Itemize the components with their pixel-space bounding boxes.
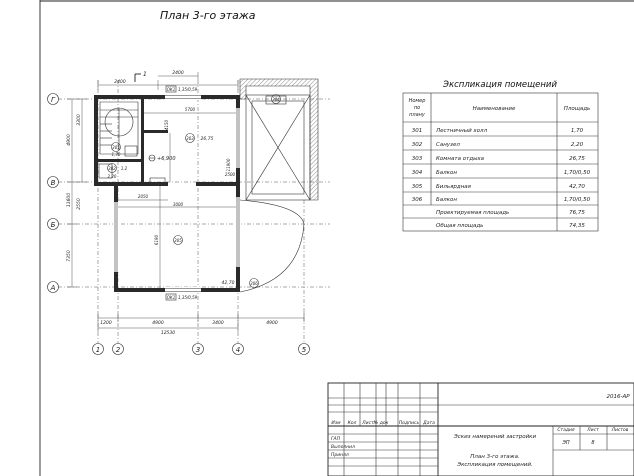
room-marks <box>108 95 281 288</box>
stamp-stage: ЭП <box>562 440 570 446</box>
svg-text:Бильярдная: Бильярдная <box>436 184 471 190</box>
svg-text:26,75: 26,75 <box>569 156 585 162</box>
axis-label-v: В <box>50 179 56 187</box>
openings <box>113 94 241 293</box>
svg-text:74,35: 74,35 <box>569 223 585 229</box>
svg-text:301: 301 <box>411 128 423 134</box>
svg-text:Комната отдыха: Комната отдыха <box>436 156 485 162</box>
dim-bottom-1: 1200 <box>100 321 112 326</box>
dim-top-2: 2400 <box>172 71 184 76</box>
level-mark-value: +6,900 <box>157 156 176 162</box>
dim-inner-4: 3000 <box>172 202 184 207</box>
col-area-header: Площадь <box>563 106 591 112</box>
axis-label-4: 4 <box>235 346 241 354</box>
svg-text:Санузел: Санузел <box>436 142 460 148</box>
stamp-sheet-label: Лист <box>587 428 599 433</box>
col-num-header-1: Номер <box>408 98 426 104</box>
dim-inner-3: 2050 <box>137 194 149 199</box>
dim-top-1: 2400 <box>114 80 126 85</box>
svg-text:Лестничный холл: Лестничный холл <box>436 128 488 134</box>
svg-text:42,70: 42,70 <box>569 184 585 190</box>
explication-table <box>403 93 598 231</box>
dim-left-4: 2550 <box>77 198 82 210</box>
svg-text:304: 304 <box>411 170 423 176</box>
dim-bottom-3: 3400 <box>212 321 224 326</box>
dimensions-inner <box>118 107 236 288</box>
svg-text:76,75: 76,75 <box>569 210 585 216</box>
dim-left-2: 3300 <box>77 114 82 126</box>
svg-text:2,20: 2,20 <box>570 142 584 148</box>
window-tag-top: ОК1 <box>166 87 176 92</box>
level-mark <box>149 155 176 162</box>
svg-text:1,70/0,50: 1,70/0,50 <box>563 197 591 203</box>
svg-text:1,70: 1,70 <box>570 128 584 134</box>
svg-text:Общая площадь: Общая площадь <box>436 223 484 229</box>
explication-title: Экспликация помещений <box>443 80 557 90</box>
room-302-number: 302 <box>108 166 116 171</box>
window-tags <box>166 86 198 300</box>
svg-text:Балкон: Балкон <box>436 170 457 176</box>
col-name-header: Наименование <box>472 106 516 112</box>
axis-label-5: 5 <box>301 346 307 354</box>
svg-text:№ док: № док <box>373 421 389 426</box>
svg-text:Проектируемая площадь: Проектируемая площадь <box>436 210 510 216</box>
dim-inner-5: 6190 <box>154 234 159 246</box>
room-305-area: 42,70 <box>221 281 235 286</box>
grid-axes <box>58 80 330 343</box>
stamp-sheets-label: Листов <box>611 428 629 433</box>
room-302-area: 2,20 <box>107 174 117 179</box>
dim-inner-6: 11900 <box>226 158 231 172</box>
col-num-header-3: плану <box>409 112 425 118</box>
dimensions-left <box>66 99 87 287</box>
title-block <box>328 383 634 476</box>
svg-text:Изм: Изм <box>331 421 341 426</box>
svg-text:302: 302 <box>411 142 423 148</box>
svg-text:Балкон: Балкон <box>436 197 457 203</box>
dim-inner-8: 1.2 <box>120 166 128 171</box>
axis-label-3: 3 <box>195 346 201 354</box>
axis-label-a: А <box>50 284 56 292</box>
dim-inner-7: 2500 <box>224 172 236 177</box>
room-306-number: 306 <box>250 281 258 286</box>
svg-text:305: 305 <box>411 184 423 190</box>
dim-bottom-4: 4900 <box>266 321 278 326</box>
room-301-number: 301 <box>112 145 120 150</box>
dimensions-bottom <box>98 312 304 336</box>
section-mark <box>135 71 147 82</box>
axis-label-g: Г <box>51 96 55 104</box>
stamp-role-accepted: Принял <box>331 453 349 458</box>
stamp-role-done: Выполнил <box>331 445 355 450</box>
axis-label-2: 2 <box>115 346 121 354</box>
svg-text:Лист: Лист <box>362 421 374 426</box>
axis-label-1: 1 <box>95 346 101 354</box>
axis-number-markers <box>93 344 310 355</box>
svg-text:306: 306 <box>411 197 423 203</box>
room-301-area: 1,70 <box>111 152 121 157</box>
stamp-project: Эскиз намерений застройки <box>453 434 537 440</box>
stamp-role-gap: ГАП <box>331 437 340 442</box>
window-size-bottom: 1,35/0,59 <box>178 295 198 300</box>
stamp-sheet: 8 <box>591 440 595 446</box>
dim-left-3: 11600 <box>67 192 72 208</box>
balcony-306-arc <box>240 200 304 292</box>
stamp-sheet-title-1: План 3-го этажа. <box>470 454 520 460</box>
stamp-sheet-title-2: Экспликация помещений. <box>457 462 533 468</box>
col-num-header-2: по <box>413 105 421 111</box>
dim-inner-1: 5700 <box>184 107 196 112</box>
room-303-area: 26,75 <box>200 137 214 142</box>
room-305-number: 305 <box>174 238 182 243</box>
svg-text:Подпись: Подпись <box>398 421 420 426</box>
dim-left-1: 4900 <box>67 134 72 146</box>
svg-text:1,70/0,50: 1,70/0,50 <box>563 170 591 176</box>
dim-left-5: 7350 <box>67 250 72 262</box>
axis-label-b: Б <box>50 221 56 229</box>
stamp-code: 2016-АР <box>606 394 630 400</box>
dim-inner-2: 4150 <box>164 119 169 131</box>
stamp-stage-label: Стадия <box>557 428 575 433</box>
axis-letter-markers <box>48 94 59 293</box>
plan-title: План 3-го этажа <box>160 9 256 22</box>
svg-text:303: 303 <box>411 156 423 162</box>
window-tag-bottom: ОК1 <box>166 295 176 300</box>
section-mark-label: 1 <box>143 71 147 78</box>
dim-bottom-2: 4900 <box>152 321 164 326</box>
room-304-number: 304 <box>272 97 280 102</box>
room-303-number: 303 <box>186 136 194 141</box>
dim-bottom-total: 12530 <box>160 331 176 336</box>
svg-text:Кол: Кол <box>347 421 357 426</box>
svg-text:Дата: Дата <box>423 421 435 426</box>
window-size-top: 1,35/0,59 <box>178 87 198 92</box>
